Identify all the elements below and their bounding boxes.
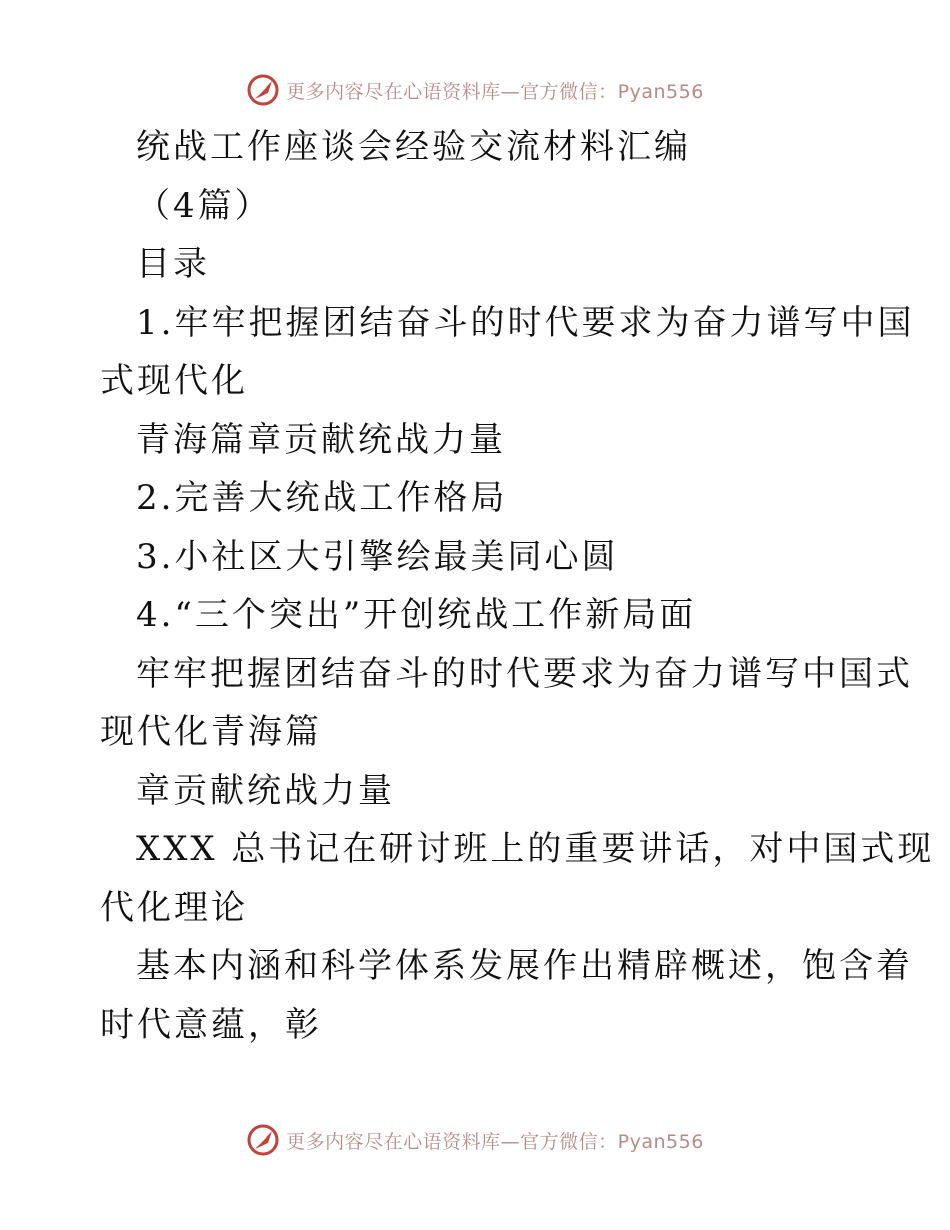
document-line: 式现代化: [100, 361, 248, 401]
watermark-text: 更多内容尽在心语资料库—官方微信：Pyan556: [286, 80, 704, 103]
document-line: 3.小社区大引擎绘最美同心圆: [136, 536, 619, 577]
document-line: 牢牢把握团结奋斗的时代要求为奋力谱写中国式: [136, 653, 913, 694]
quill-logo-icon: [246, 1123, 280, 1157]
document-line: 1.牢牢把握团结奋斗的时代要求为奋力谱写中国: [136, 302, 915, 343]
document-line: 基本内涵和科学体系发展作出精辟概述，饱含着: [136, 946, 913, 986]
document-line: 目录: [136, 244, 210, 284]
document-body: [100, 118, 935, 1054]
watermark-text: 更多内容尽在心语资料库—官方微信：Pyan556: [286, 1130, 704, 1153]
document-line: 青海篇章贡献统战力量: [136, 419, 506, 460]
document-line: 2.完善大统战工作格局: [136, 478, 508, 518]
document-line: 现代化青海篇: [100, 712, 322, 752]
document-line: 代化理论: [100, 887, 248, 928]
header-watermark-banner: [0, 70, 950, 110]
quill-logo-icon: [246, 73, 280, 107]
document-line: 4.“三个突出”开创统战工作新局面: [136, 595, 697, 635]
document-line: （4篇）: [136, 185, 272, 226]
document-line: XXX 总书记在研讨班上的重要讲话，对中国式现: [136, 829, 935, 869]
document-line: 章贡献统战力量: [136, 770, 395, 811]
document-line: 时代意蕴，彰: [100, 1004, 322, 1045]
document-line: 统战工作座谈会经验交流材料汇编: [136, 127, 691, 167]
footer-watermark-banner: [0, 1120, 950, 1160]
